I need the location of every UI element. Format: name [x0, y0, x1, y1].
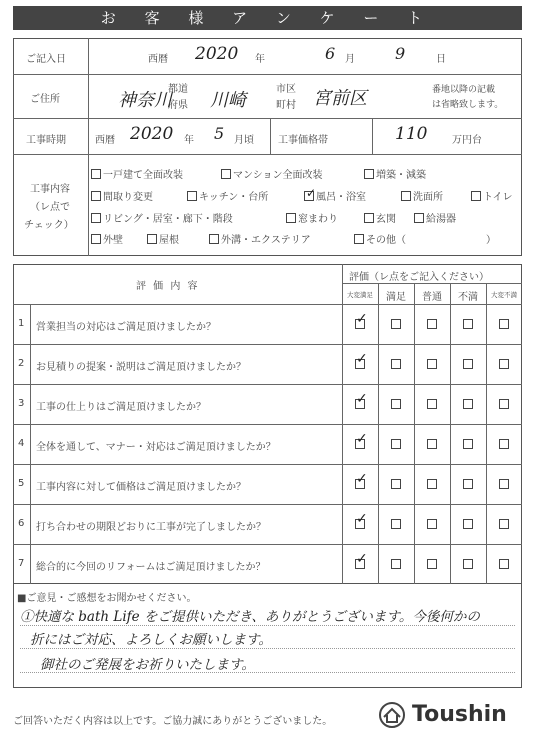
work-item-label: 屋根 — [159, 235, 179, 246]
footer-thanks: ご回答いただく内容は以上です。ご協力誠にありがとうございました。 — [13, 716, 333, 727]
address-note-2: は省略致します。 — [432, 100, 504, 110]
work-item-label: 外溝・エクステリア — [221, 235, 311, 246]
rating-checkbox[interactable] — [463, 439, 473, 449]
period-month-value: 5 — [214, 124, 225, 143]
work-item[interactable] — [209, 231, 311, 246]
checkbox-icon[interactable] — [354, 234, 364, 244]
rating-checkbox-checked[interactable] — [355, 439, 365, 449]
question-number: 6 — [18, 518, 25, 529]
question-text: お見積りの提案・説明はご満足頂けましたか？ — [36, 362, 246, 373]
work-item[interactable] — [91, 210, 233, 225]
house-logo-icon — [377, 702, 407, 728]
checkbox-icon[interactable] — [209, 234, 219, 244]
rating-checkbox[interactable] — [463, 319, 473, 329]
checkbox-icon[interactable] — [91, 234, 101, 244]
checkbox-icon[interactable] — [187, 191, 197, 201]
checkbox-icon[interactable] — [471, 191, 481, 201]
address-pref-unit-1: 都道 — [168, 84, 188, 95]
rating-checkbox[interactable] — [427, 359, 437, 369]
rating-checkbox[interactable] — [499, 319, 509, 329]
question-text: 打ち合わせの期限どおりに工事が完了しましたか？ — [36, 522, 266, 533]
period-year-unit: 年 — [184, 135, 194, 146]
rating-header: 普通 — [422, 292, 442, 303]
work-item[interactable] — [91, 188, 153, 203]
brand-logo: Toushin — [412, 702, 507, 727]
address-label: ご住所 — [30, 94, 60, 105]
rating-checkbox[interactable] — [427, 519, 437, 529]
content-label-1: 工事内容 — [30, 184, 70, 195]
checkbox-checked-icon[interactable] — [304, 191, 314, 201]
work-item-label: マンション全面改装 — [233, 170, 323, 181]
rating-checkbox[interactable] — [463, 399, 473, 409]
question-number: 3 — [18, 398, 25, 409]
address-note-1: 番地以降の記載 — [432, 85, 496, 95]
address-town-value: 宮前区 — [313, 88, 367, 109]
date-month-value: 6 — [325, 44, 336, 63]
question-number: 4 — [18, 438, 25, 449]
rating-checkbox[interactable] — [463, 519, 473, 529]
rating-checkbox[interactable] — [391, 399, 401, 409]
address-city-value: 川崎 — [210, 90, 246, 111]
work-item[interactable] — [147, 231, 179, 246]
rating-checkbox[interactable] — [427, 439, 437, 449]
checkbox-icon[interactable] — [147, 234, 157, 244]
work-item[interactable] — [471, 188, 513, 203]
price-label: 工事価格帯 — [278, 135, 328, 146]
work-item[interactable] — [221, 166, 323, 181]
period-month-unit: 月頃 — [234, 135, 254, 146]
rating-checkbox[interactable] — [499, 479, 509, 489]
work-item[interactable] — [414, 210, 456, 225]
rating-checkbox[interactable] — [427, 319, 437, 329]
rating-checkbox[interactable] — [391, 519, 401, 529]
date-day-value: 9 — [395, 44, 406, 63]
comment-line-3: 御社のご発展をお祈りいたします。 — [40, 657, 255, 673]
rating-checkbox[interactable] — [427, 399, 437, 409]
checkbox-icon[interactable] — [401, 191, 411, 201]
work-item-label: 給湯器 — [426, 214, 456, 225]
rating-checkbox[interactable] — [391, 479, 401, 489]
rating-checkbox[interactable] — [463, 559, 473, 569]
question-number: 1 — [18, 318, 25, 329]
rating-checkbox-checked[interactable] — [355, 399, 365, 409]
work-item-label: 間取り変更 — [103, 192, 153, 203]
rating-header: 大変不満 — [491, 291, 517, 299]
survey-title: お 客 様 ア ン ケ ー ト — [13, 6, 522, 30]
rating-checkbox[interactable] — [499, 399, 509, 409]
date-era: 西暦 — [148, 54, 168, 65]
question-number: 7 — [18, 558, 25, 569]
question-number: 5 — [18, 478, 25, 489]
rating-checkbox[interactable] — [391, 439, 401, 449]
rating-checkbox[interactable] — [391, 319, 401, 329]
rating-checkbox-checked[interactable] — [355, 319, 365, 329]
work-item[interactable] — [286, 210, 338, 225]
question-number: 2 — [18, 358, 25, 369]
comment-line-2: 折にはご対応、よろしくお願いします。 — [30, 632, 272, 648]
work-item-label: 玄関 — [376, 214, 396, 225]
evaluation-content-header: 評 価 内 容 — [136, 281, 200, 292]
work-item[interactable] — [304, 188, 366, 203]
rating-checkbox[interactable] — [463, 359, 473, 369]
content-label-2: （レ点で — [30, 202, 70, 213]
date-day-unit: 日 — [436, 54, 446, 65]
checkbox-icon[interactable] — [91, 213, 101, 223]
work-item-label: キッチン・台所 — [199, 192, 269, 203]
checkbox-icon[interactable] — [364, 169, 374, 179]
checkbox-icon[interactable] — [364, 213, 374, 223]
checkbox-icon[interactable] — [91, 191, 101, 201]
rating-checkbox[interactable] — [499, 559, 509, 569]
question-text: 全体を通して、マナー・対応はご満足頂けましたか？ — [36, 442, 276, 453]
rating-checkbox[interactable] — [427, 559, 437, 569]
address-city-unit-1: 市区 — [276, 84, 296, 95]
rating-checkbox[interactable] — [463, 479, 473, 489]
rating-checkbox-checked[interactable] — [355, 479, 365, 489]
rating-checkbox-checked[interactable] — [355, 559, 365, 569]
rating-checkbox-checked[interactable] — [355, 519, 365, 529]
work-item[interactable] — [364, 166, 426, 181]
comments-label: ■ご意見・ご感想をお聞かせください。 — [17, 593, 197, 604]
address-pref-value: 神奈川 — [118, 90, 172, 111]
work-item[interactable] — [401, 188, 443, 203]
checkbox-icon[interactable] — [221, 169, 231, 179]
address-city-unit-2: 町村 — [276, 100, 296, 111]
comment-line-1: ①快適な bath Life をご提供いただき、ありがとうございます。今後何かの — [20, 609, 480, 625]
question-text: 工事内容に対して価格はご満足頂けましたか？ — [36, 482, 246, 493]
work-item-label: トイレ — [483, 192, 513, 203]
date-year-unit: 年 — [255, 54, 265, 65]
price-unit: 万円台 — [452, 135, 482, 146]
work-item-label: 増築・減築 — [376, 170, 426, 181]
checkbox-icon[interactable] — [414, 213, 424, 223]
work-item-label: 風呂・浴室 — [316, 192, 366, 203]
work-item[interactable] — [364, 210, 396, 225]
checkbox-icon[interactable] — [91, 169, 101, 179]
address-pref-unit-2: 府県 — [168, 100, 188, 111]
content-label-3: チェック） — [24, 220, 74, 231]
rating-checkbox[interactable] — [499, 359, 509, 369]
evaluation-rating-header: 評価（レ点をご記入ください） — [349, 272, 489, 283]
work-item-label: その他（ ） — [366, 235, 496, 246]
question-text: 営業担当の対応はご満足頂けましたか？ — [36, 322, 216, 333]
rating-checkbox[interactable] — [427, 479, 437, 489]
date-year-value: 2020 — [195, 44, 239, 64]
work-item[interactable] — [91, 166, 183, 181]
rating-checkbox-checked[interactable] — [355, 359, 365, 369]
question-text: 工事の仕上りはご満足頂けましたか？ — [36, 402, 206, 413]
date-label: ご記入日 — [26, 54, 66, 65]
rating-header: 不満 — [458, 292, 478, 303]
work-item-label: リビング・居室・廊下・階段 — [103, 214, 233, 225]
work-item[interactable] — [354, 231, 496, 246]
work-item-label: 一戸建て全面改装 — [103, 170, 183, 181]
work-item[interactable] — [187, 188, 268, 203]
rating-checkbox[interactable] — [499, 519, 509, 529]
work-item-label: 窓まわり — [298, 214, 338, 225]
date-month-unit: 月 — [345, 54, 355, 65]
work-item-label: 外壁 — [103, 235, 123, 246]
rating-header: 大変満足 — [347, 291, 373, 299]
period-label: 工事時期 — [26, 135, 66, 146]
question-text: 総合的に今回のリフォームはご満足頂けましたか？ — [36, 562, 266, 573]
period-era: 西暦 — [95, 135, 115, 146]
rating-header: 満足 — [386, 292, 406, 303]
price-value: 110 — [395, 124, 428, 144]
period-year-value: 2020 — [130, 124, 174, 144]
rating-checkbox[interactable] — [499, 439, 509, 449]
rating-checkbox[interactable] — [391, 359, 401, 369]
work-item[interactable] — [91, 231, 123, 246]
rating-checkbox[interactable] — [391, 559, 401, 569]
work-item-label: 洗面所 — [413, 192, 443, 203]
checkbox-icon[interactable] — [286, 213, 296, 223]
